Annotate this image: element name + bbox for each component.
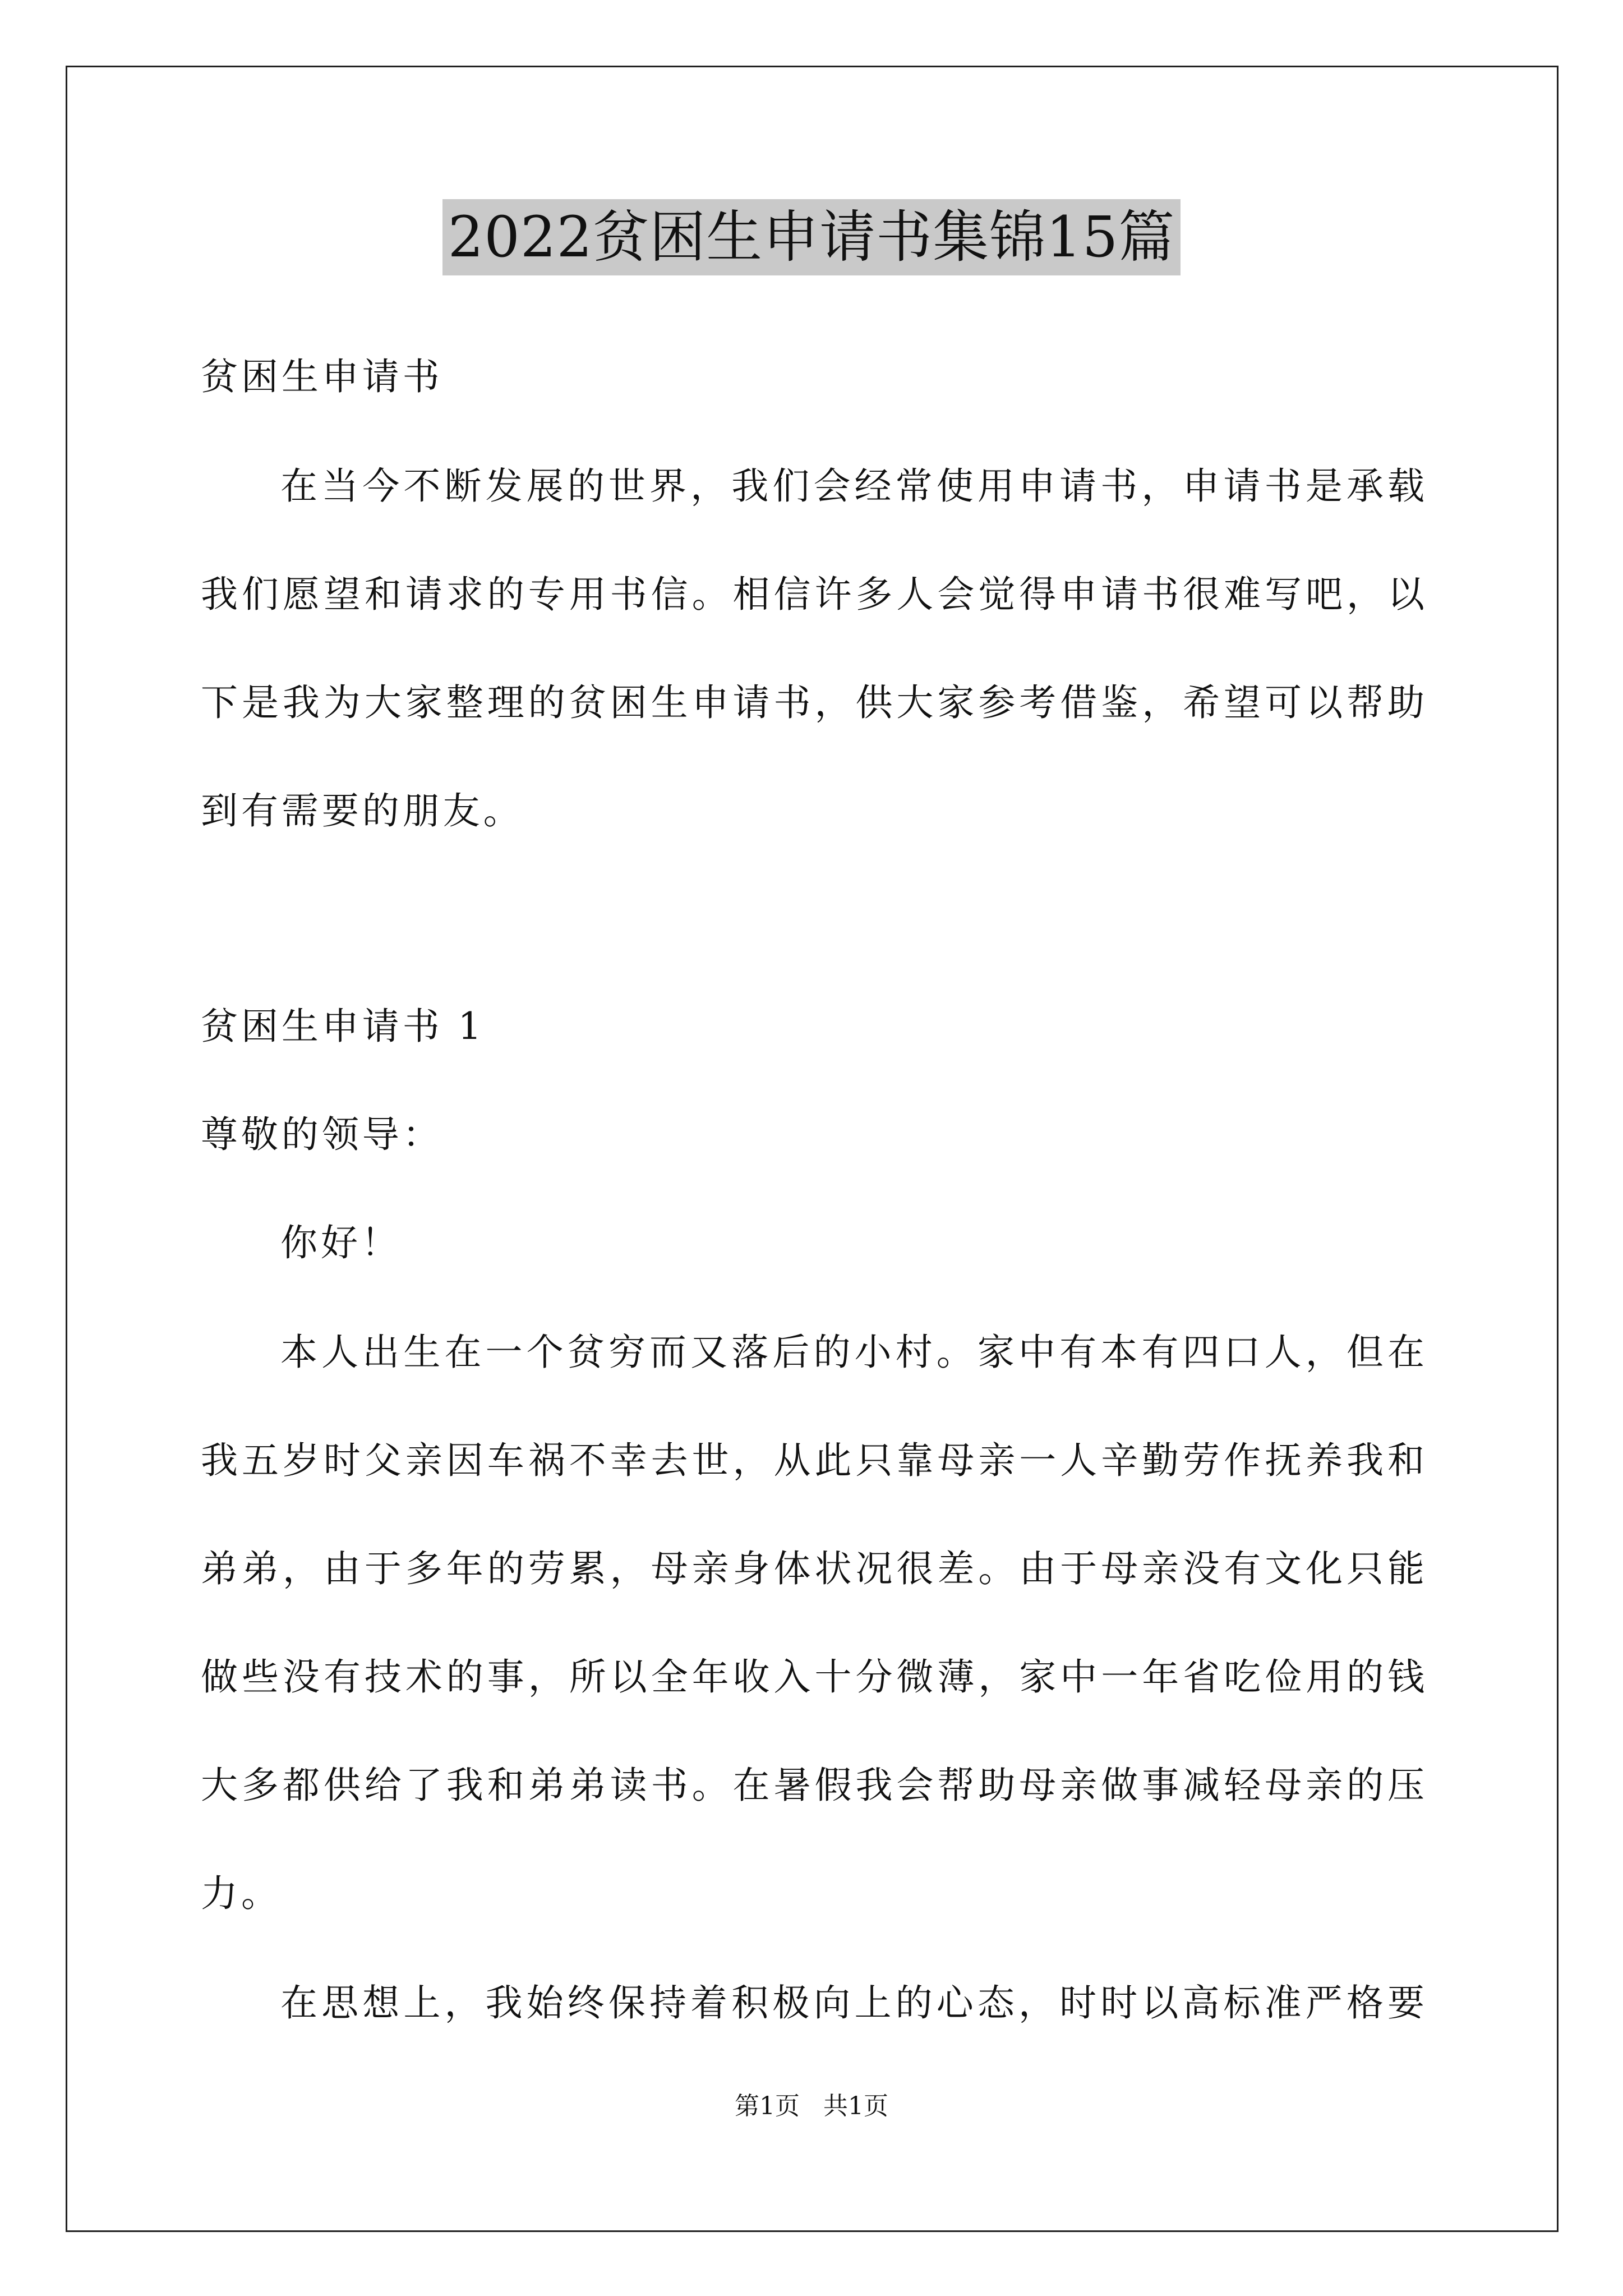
paragraph-line: 本人出生在一个贫穷而又落后的小村。家中有本有四口人，但在 (280, 1331, 1424, 1374)
paragraph-line: 下是我为大家整理的贫困生申请书，供大家参考借鉴，希望可以帮助 (201, 681, 1424, 724)
section-heading: 贫困生申请书 (201, 355, 443, 398)
greeting: 你好！ (280, 1221, 402, 1264)
paragraph-line: 我五岁时父亲因车祸不幸去世，从此只靠母亲一人辛勤劳作抚养我和 (201, 1439, 1424, 1482)
paragraph-line: 做些没有技术的事，所以全年收入十分微薄，家中一年省吃俭用的钱 (201, 1655, 1424, 1699)
paragraph-line: 力。 (201, 1872, 282, 1915)
paragraph-line: 在当今不断发展的世界，我们会经常使用申请书，申请书是承载 (280, 464, 1424, 508)
paragraph-line: 我们愿望和请求的专用书信。相信许多人会觉得申请书很难写吧，以 (201, 573, 1424, 616)
page-footer: 第1页 共1页 (735, 2092, 888, 2120)
document-title: 2022贫困生申请书集锦15篇 (442, 199, 1181, 275)
title-container (0, 199, 1623, 275)
paragraph-line: 大多都供给了我和弟弟读书。在暑假我会帮助母亲做事减轻母亲的压 (201, 1764, 1424, 1807)
paragraph-line: 弟弟，由于多年的劳累，母亲身体状况很差。由于母亲没有文化只能 (201, 1547, 1424, 1590)
section-heading: 贫困生申请书 1 (201, 1005, 485, 1048)
paragraph-line: 到有需要的朋友。 (201, 789, 524, 832)
salutation: 尊敬的领导： (201, 1113, 443, 1156)
paragraph-line: 在思想上，我始终保持着积极向上的心态，时时以高标准严格要 (280, 1981, 1424, 2024)
